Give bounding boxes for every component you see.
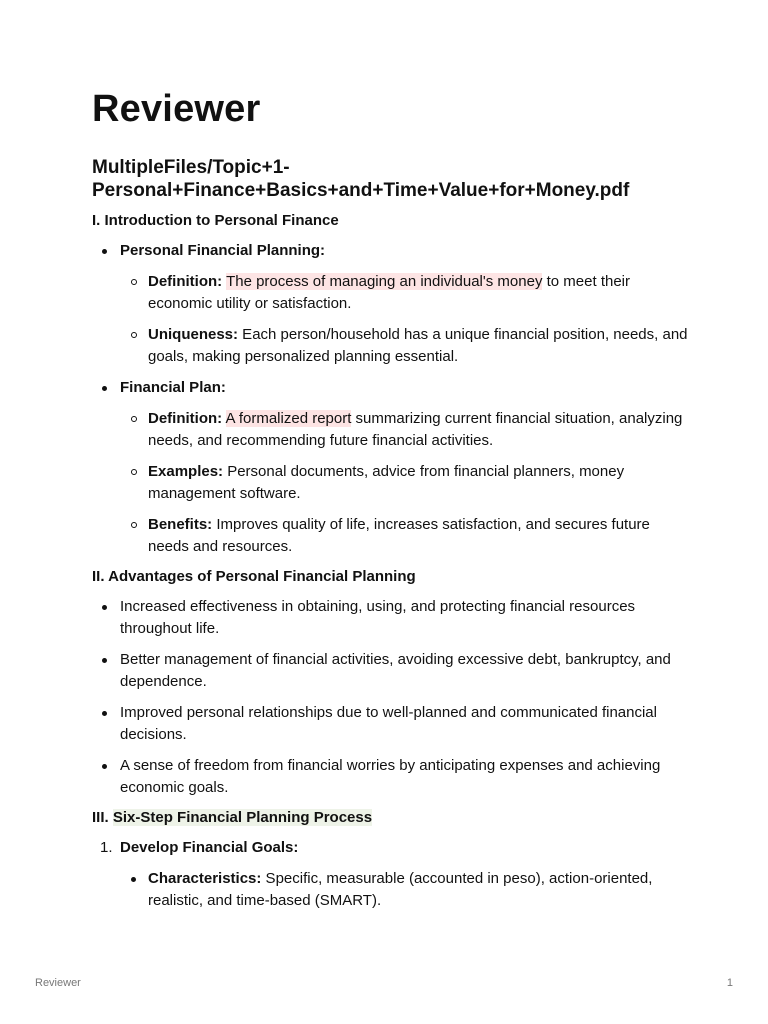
sub-list-item [120,408,692,452]
sub-list [120,271,692,368]
sub-label: Definition: [148,273,223,290]
sub-list [120,408,692,558]
sub-text: Each person/household has a unique financial position, needs, and goals, making personalized planning essential. [148,326,688,365]
section-heading-3 [92,808,692,828]
numbered-item [92,837,692,912]
list-item: A sense of freedom from financial worries by anticipating expenses and achieving economic goals. [92,755,692,799]
sub-label: Characteristics: [148,870,262,887]
sub-text: to meet their economic utility or satisfaction. [148,273,630,312]
sub-label: Benefits: [148,516,213,533]
document-page [92,86,692,912]
section-2-list [92,596,692,799]
page-title: Reviewer [92,88,261,130]
sub-list-item [120,868,692,912]
footer-page-number: 1 [726,977,733,989]
list-item: Increased effectiveness in obtaining, using, and protecting financial resources throughout life. [92,596,692,640]
sub-list-item [120,461,692,505]
sub-label: Uniqueness: [148,326,239,343]
list-item [92,240,692,368]
sub-label: Definition: [148,410,223,427]
highlighted-text: A formalized report [225,410,352,427]
sub-list [120,868,692,912]
section-3-prefix: III. [92,809,113,826]
list-item [92,377,692,558]
sub-text: Improves quality of life, increases satisfaction, and secures future needs and resources. [148,516,650,555]
list-item: Improved personal relationships due to well-planned and communicated financial decisions. [92,702,692,746]
footer-doc-title: Reviewer [35,977,81,989]
section-3-highlighted-title: Six-Step Financial Planning Process [112,809,373,826]
highlighted-text: The process of managing an individual's money [226,273,543,290]
section-heading-1: I. Introduction to Personal Finance [92,212,339,229]
file-name-heading: MultipleFiles/Topic+1-Personal+Finance+Basics+and+Time+Value+for+Money.pdf [92,157,630,201]
sub-list-item [120,514,692,558]
sub-text: Specific, measurable (accounted in peso), action-oriented, realistic, and time-based (SMART). [148,870,653,909]
sub-text: summarizing current financial situation, analyzing needs, and recommending future financial activities. [148,410,683,449]
item-number: 1. [100,839,113,856]
section-heading-2: II. Advantages of Personal Financial Planning [92,568,416,585]
item-label: Develop Financial Goals: [120,839,299,856]
sub-text: Personal documents, advice from financial planners, money management software. [148,463,625,502]
sub-list-item [120,324,692,368]
section-1-list [92,240,692,558]
item-label: Personal Financial Planning: [120,242,326,259]
list-item: Better management of financial activities, avoiding excessive debt, bankruptcy, and dependence. [92,649,692,693]
item-label: Financial Plan: [120,379,226,396]
sub-list-item [120,271,692,315]
section-3-list [92,837,692,912]
sub-label: Examples: [148,463,224,480]
